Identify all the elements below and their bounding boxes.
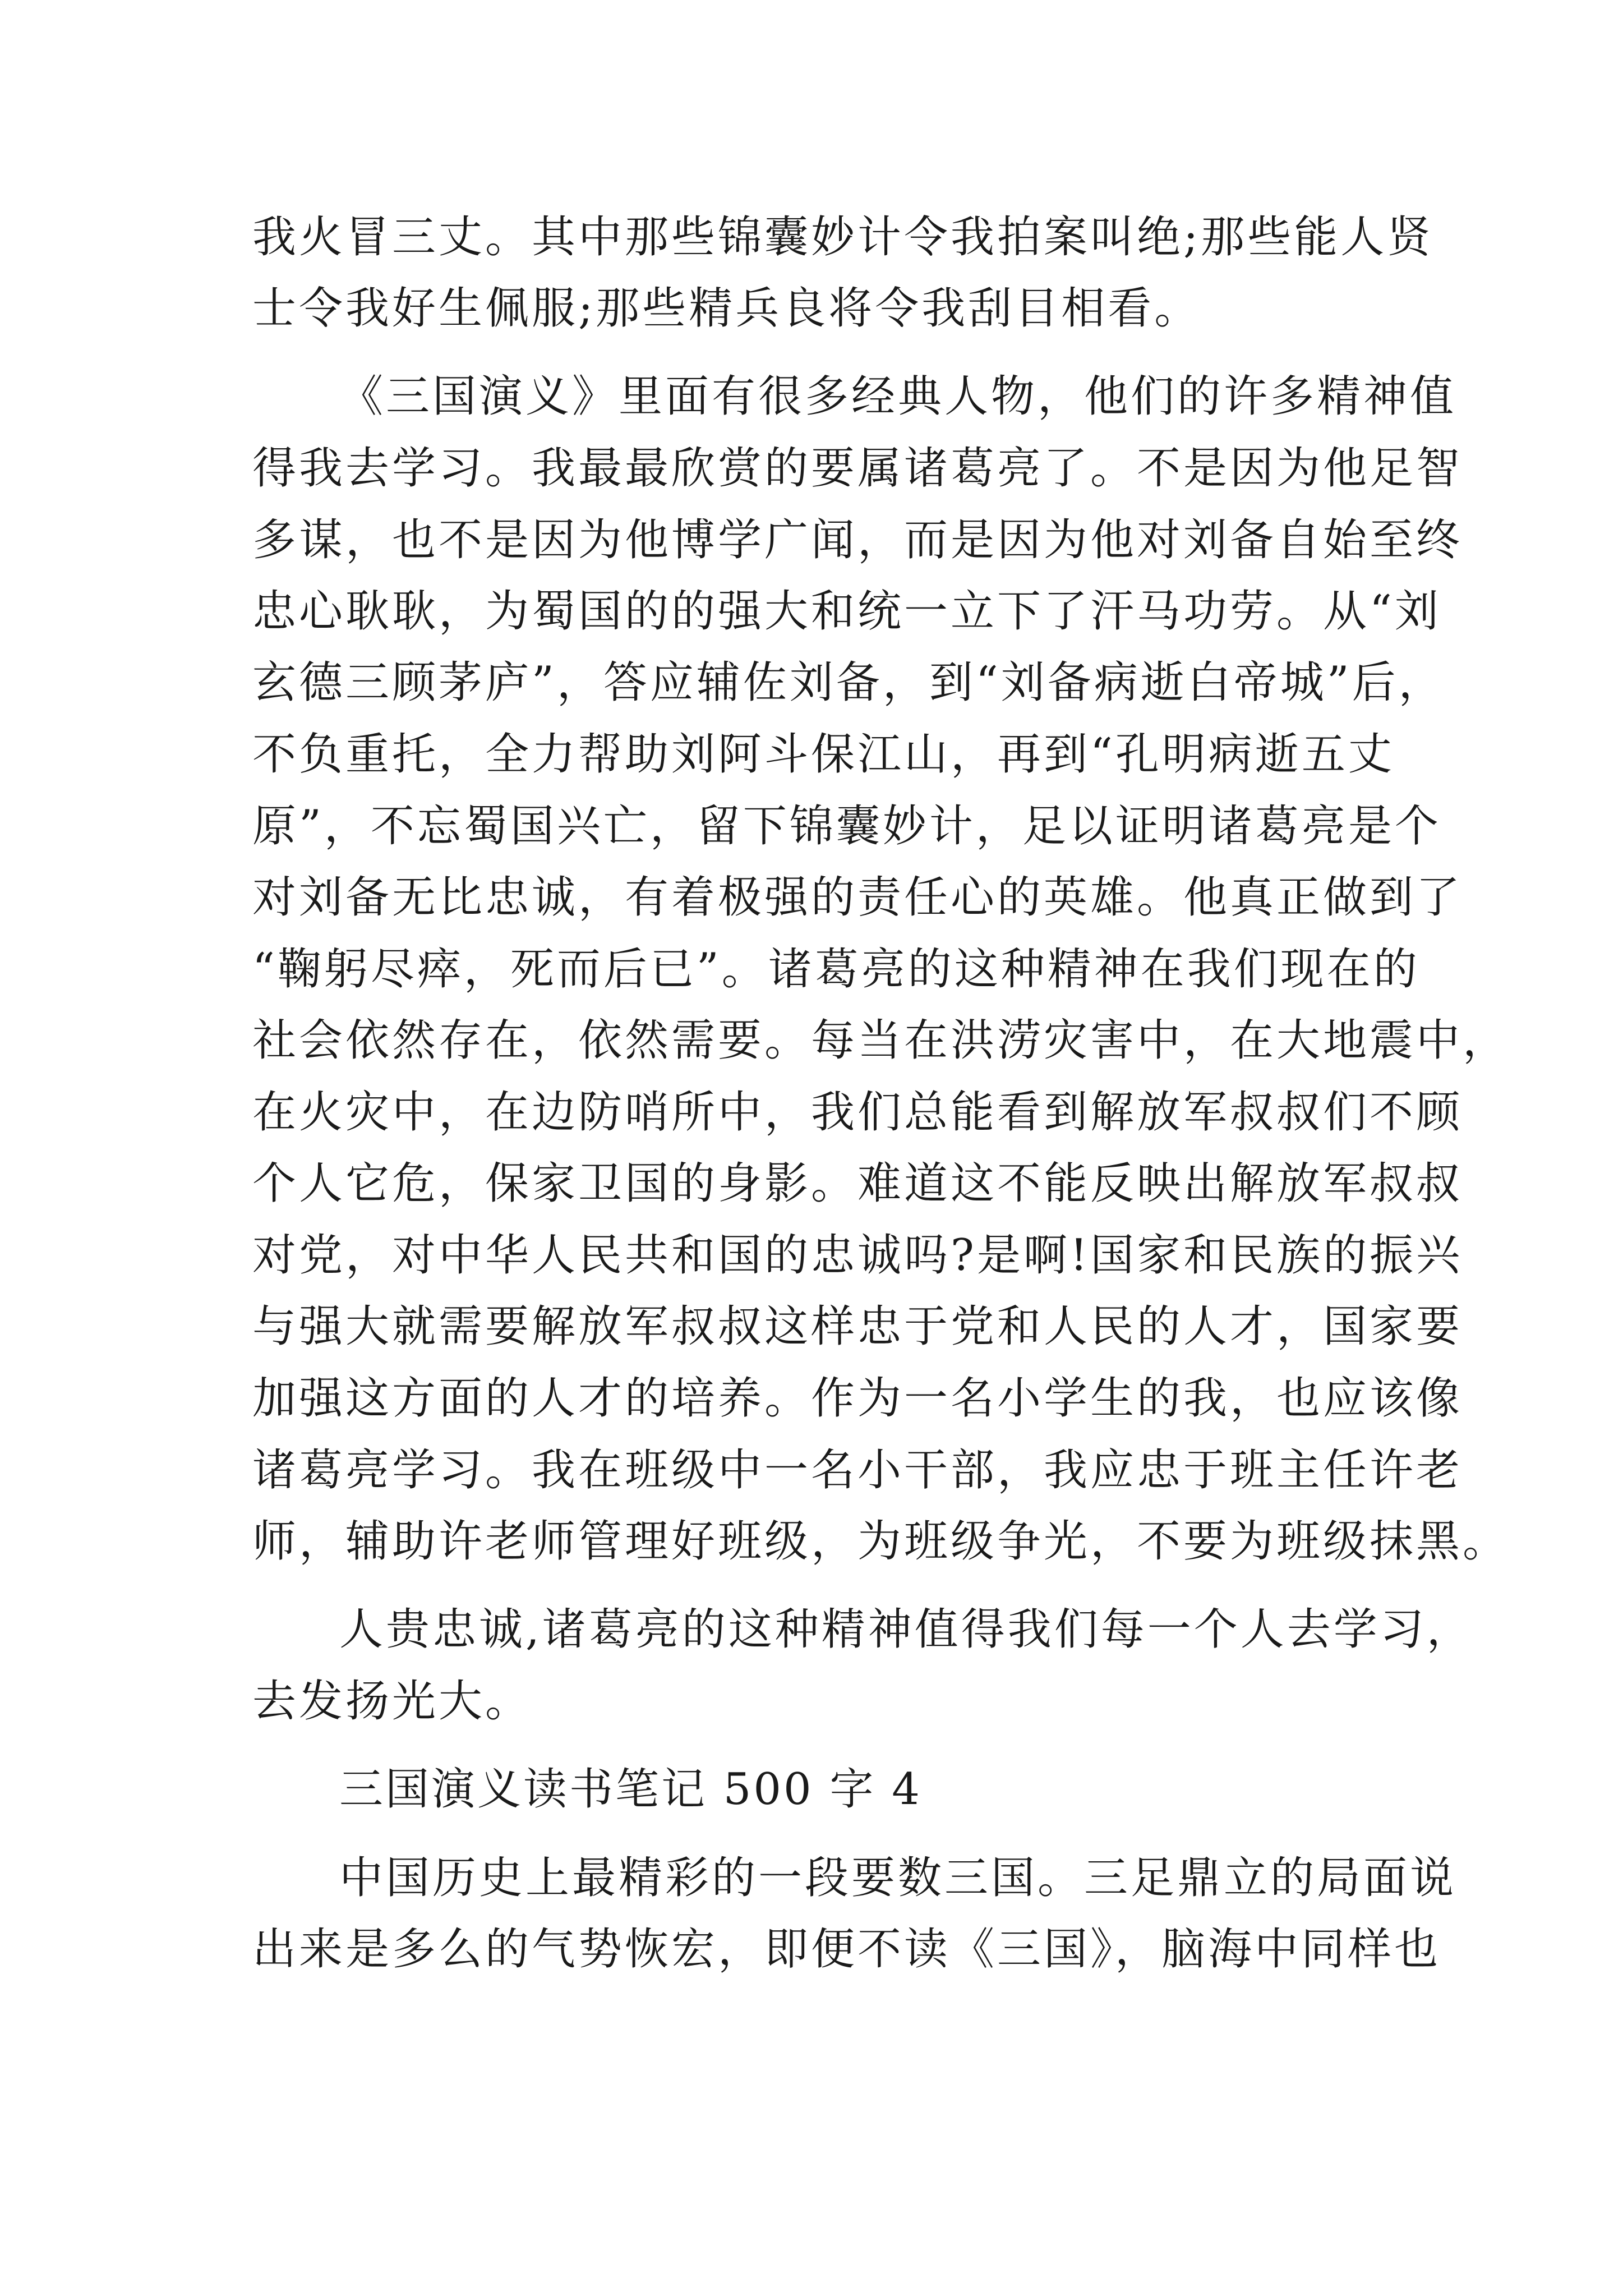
paragraph-first-line: 人贵忠诚,诸葛亮的这种精神值得我们每一个人去学习，	[339, 1604, 1473, 1655]
text-line: 我火冒三丈。其中那些锦囊妙计令我拍案叫绝;那些能人贤	[252, 212, 1434, 263]
text-line: 忠心耿耿，为蜀国的的强大和统一立下了汗马功劳。从“刘	[252, 586, 1441, 637]
section-heading: 三国演义读书笔记 500 字 4	[339, 1764, 922, 1815]
text-line: 士令我好生佩服;那些精兵良将令我刮目相看。	[252, 283, 1201, 334]
text-line: 不负重托，全力帮助刘阿斗保江山，再到“孔明病逝五丈	[252, 729, 1395, 780]
paragraph-first-line: 《三国演义》里面有很多经典人物，他们的许多精神值	[339, 371, 1457, 422]
text-line: 师，辅助许老师管理好班级，为班级争光，不要为班级抹黑。	[252, 1516, 1510, 1567]
text-line: 诸葛亮学习。我在班级中一名小干部，我应忠于班主任许老	[252, 1445, 1463, 1496]
text-line: 出来是多么的气势恢宏，即便不读《三国》，脑海中同样也	[252, 1924, 1441, 1975]
text-line: 多谋，也不是因为他博学广闻，而是因为他对刘备自始至终	[252, 515, 1463, 565]
paragraph-first-line: 中国历史上最精彩的一段要数三国。三足鼎立的局面说	[339, 1853, 1457, 1903]
text-line: 对刘备无比忠诚，有着极强的责任心的英雄。他真正做到了	[252, 872, 1463, 923]
text-line: 玄德三顾茅庐”，答应辅佐刘备，到“刘备病逝白帝城”后，	[252, 657, 1445, 708]
text-line: 加强这方面的人才的培养。作为一名小学生的我，也应该像	[252, 1373, 1463, 1424]
text-line: 与强大就需要解放军叔叔这样忠于党和人民的人才，国家要	[252, 1301, 1463, 1352]
text-line: 对党，对中华人民共和国的忠诚吗?是啊!国家和民族的振兴	[252, 1230, 1463, 1281]
text-line: 得我去学习。我最最欣赏的要属诸葛亮了。不是因为他足智	[252, 443, 1463, 494]
text-line: 在火灾中，在边防哨所中，我们总能看到解放军叔叔们不顾	[252, 1087, 1463, 1138]
text-line: 社会依然存在，依然需要。每当在洪涝灾害中，在大地震中，	[252, 1015, 1510, 1066]
text-line: 个人它危，保家卫国的身影。难道这不能反映出解放军叔叔	[252, 1158, 1463, 1209]
text-line: 去发扬光大。	[252, 1676, 532, 1727]
text-line: 原”，不忘蜀国兴亡，留下锦囊妙计，足以证明诸葛亮是个	[252, 801, 1441, 852]
text-line: “鞠躬尽瘁，死而后已”。诸葛亮的这种精神在我们现在的	[252, 944, 1420, 995]
